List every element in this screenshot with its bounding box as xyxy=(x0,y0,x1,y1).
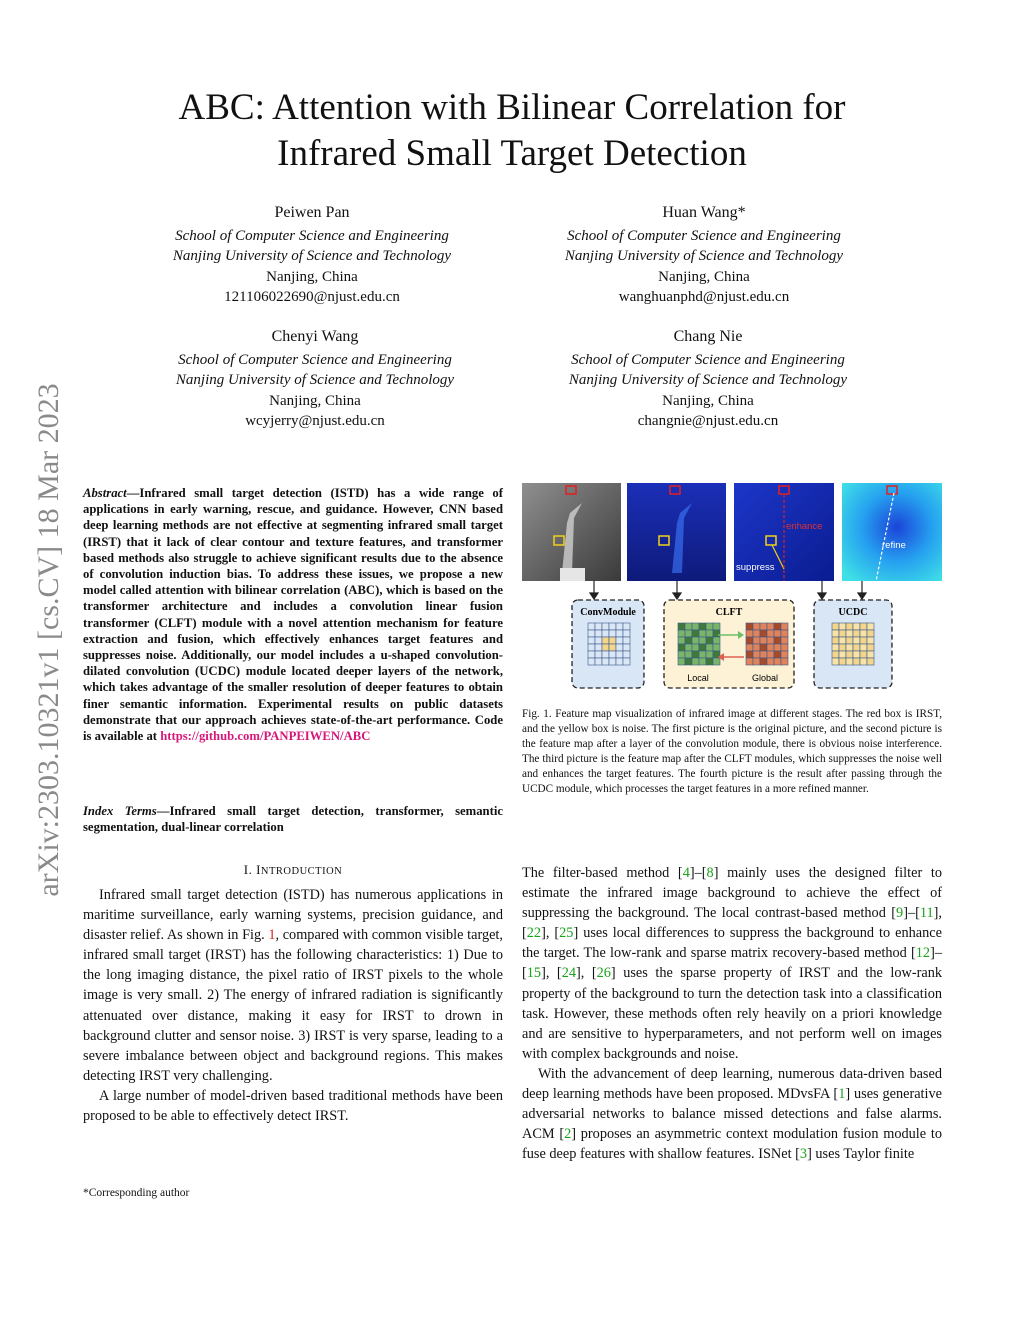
text-run: ], [ xyxy=(541,925,560,942)
grid-cell xyxy=(774,637,781,644)
grid-cell xyxy=(746,658,753,665)
grid-cell xyxy=(616,658,623,665)
grid-cell xyxy=(746,630,753,637)
grid-cell xyxy=(623,630,630,637)
grid-cell xyxy=(839,630,846,637)
grid-cell xyxy=(760,658,767,665)
grid-cell xyxy=(685,644,692,651)
text-run: ], [ xyxy=(541,965,562,982)
grid-cell xyxy=(753,630,760,637)
grid-cell xyxy=(588,623,595,630)
intro-paragraph-1 xyxy=(83,885,503,1086)
grid-cell xyxy=(609,658,616,665)
convmodule-label: ConvModule xyxy=(580,607,636,618)
index-terms-lead: Index Terms xyxy=(83,804,157,818)
grid-cell xyxy=(767,637,774,644)
grid-cell xyxy=(595,658,602,665)
figure-1 xyxy=(522,483,942,693)
grid-cell xyxy=(588,651,595,658)
grid-cell xyxy=(860,623,867,630)
arxiv-side-stamp xyxy=(20,340,70,940)
grid-cell xyxy=(602,637,609,644)
text-run: ]–[ xyxy=(903,905,920,922)
citation-link[interactable]: 4 xyxy=(682,865,690,881)
grid-cell xyxy=(860,651,867,658)
author-block-3 xyxy=(145,327,485,432)
grid-cell xyxy=(616,623,623,630)
author-university: Nanjing University of Science and Technology xyxy=(172,248,452,264)
global-label: Global xyxy=(751,673,779,683)
grid-cell xyxy=(595,637,602,644)
author-name: Chang Nie xyxy=(673,328,743,345)
text-run: Infrared small target detection (ISTD) has numerous applications in maritime surveillance, early warning systems, precision guidance, and disaster relief. As shown in Fig. xyxy=(83,887,503,944)
abstract xyxy=(83,485,503,744)
grid-cell xyxy=(846,644,853,651)
right-paragraph-2 xyxy=(522,1064,942,1164)
author-university: Nanjing University of Science and Technology xyxy=(568,372,848,388)
grid-cell xyxy=(678,637,685,644)
grid-cell xyxy=(846,651,853,658)
figure-ref-link[interactable]: 1 xyxy=(268,927,276,944)
grid-cell xyxy=(846,637,853,644)
citation-link[interactable]: 26 xyxy=(596,965,611,982)
ucdc-feature-map xyxy=(842,483,942,581)
title-line-1: ABC: Attention with Bilinear Correlation for xyxy=(178,87,846,128)
grid-cell xyxy=(846,623,853,630)
grid-cell xyxy=(839,651,846,658)
grid-cell xyxy=(595,644,602,651)
grid-cell xyxy=(706,644,713,651)
grid-cell xyxy=(839,658,846,665)
grid-cell xyxy=(595,651,602,658)
clft-block xyxy=(664,600,794,688)
grid-cell xyxy=(846,658,853,665)
author-department: School of Computer Science and Engineering xyxy=(567,227,841,244)
author-email[interactable]: 121106022690@njust.edu.cn xyxy=(224,289,400,305)
text-run: ]–[ xyxy=(522,945,942,982)
grid-cell xyxy=(602,651,609,658)
grid-cell xyxy=(588,644,595,651)
enhance-label: enhance xyxy=(786,521,823,532)
grid-cell xyxy=(767,644,774,651)
grid-cell xyxy=(692,644,699,651)
right-paragraph-1 xyxy=(522,863,942,1064)
convmodule-block xyxy=(572,600,644,688)
grid-cell xyxy=(781,658,788,665)
grid-cell xyxy=(753,637,760,644)
grid-cell xyxy=(774,644,781,651)
author-city: Nanjing, China xyxy=(269,392,361,409)
citation-link[interactable]: 12 xyxy=(915,945,931,962)
grid-cell xyxy=(774,623,781,630)
author-name: Peiwen Pan xyxy=(274,204,350,221)
figure-1-diagram xyxy=(522,483,942,693)
grid-cell xyxy=(853,630,860,637)
grid-cell xyxy=(839,637,846,644)
suppress-label: suppress xyxy=(736,562,775,573)
grid-cell xyxy=(685,623,692,630)
ucdc-block xyxy=(814,600,892,688)
text-run: , compared with common visible target, infrared small target (IRST) has the following characteristics: 1) Due to the long imaging distance, the pixel ratio of IRST pixels to the whole image is very small. 2) The energy of infrared radiation is significantly attenuated over distance, making it easy for IRST to drown in background clutter and sensor noise. 3) IRST is very sparse, leading to a severe imbalance between object and background regions. This makes detecting IRST very challenging. xyxy=(83,927,503,1084)
grid-cell xyxy=(713,644,720,651)
grid-cell xyxy=(706,637,713,644)
grid-cell xyxy=(609,630,616,637)
grid-cell xyxy=(699,651,706,658)
text-run: ], [ xyxy=(575,965,597,982)
section-title-initial: I xyxy=(256,862,261,877)
grid-cell xyxy=(753,658,760,665)
grid-cell xyxy=(774,658,781,665)
grid-cell xyxy=(616,637,623,644)
flow-arrows xyxy=(590,581,866,599)
section-heading-introduction xyxy=(83,862,503,878)
author-university: Nanjing University of Science and Technology xyxy=(564,248,844,264)
grid-cell xyxy=(781,637,788,644)
grid-cell xyxy=(623,644,630,651)
text-run: ] mainly uses the designed filter to estimate the infrared image background to achieve the effect of suppressing the background. The local contrast-based method [ xyxy=(522,865,942,922)
grid-cell xyxy=(767,658,774,665)
grid-cell xyxy=(853,644,860,651)
title-line-2: Infrared Small Target Detection xyxy=(277,133,747,174)
citation-link[interactable]: 8 xyxy=(706,865,714,881)
grid-cell xyxy=(595,630,602,637)
code-link[interactable]: https://github.com/PANPEIWEN/ABC xyxy=(160,729,371,744)
grid-cell xyxy=(616,651,623,658)
author-university: Nanjing University of Science and Technology xyxy=(175,372,455,388)
grid-cell xyxy=(678,658,685,665)
grid-cell xyxy=(623,658,630,665)
author-name: Huan Wang* xyxy=(662,204,746,221)
section-number: I. xyxy=(243,862,257,877)
grid-cell xyxy=(846,630,853,637)
grid-cell xyxy=(746,623,753,630)
grid-cell xyxy=(699,658,706,665)
grid-cell xyxy=(760,623,767,630)
text-run: ]–[ xyxy=(689,865,707,881)
grid-cell xyxy=(623,637,630,644)
grid-cell xyxy=(713,658,720,665)
grid-cell xyxy=(760,637,767,644)
grid-cell xyxy=(692,637,699,644)
footnote: *Corresponding author xyxy=(83,1187,190,1199)
author-city: Nanjing, China xyxy=(662,392,754,409)
grid-cell xyxy=(706,651,713,658)
citation-link[interactable]: 9 xyxy=(896,905,904,922)
grid-cell xyxy=(588,637,595,644)
grid-cell xyxy=(706,623,713,630)
grid-cell xyxy=(832,630,839,637)
grid-cell xyxy=(832,651,839,658)
grid-cell xyxy=(699,637,706,644)
refine-label: refine xyxy=(882,540,906,551)
text-run: The filter-based method [ xyxy=(522,865,683,881)
text-run: With the advancement of deep learning, numerous data-driven based deep learning methods have been proposed. MDvsFA [ xyxy=(522,1065,942,1103)
grid-cell xyxy=(867,623,874,630)
ucdc-label: UCDC xyxy=(838,607,868,618)
grid-cell xyxy=(853,658,860,665)
grid-cell xyxy=(588,658,595,665)
grid-cell xyxy=(685,630,692,637)
grid-cell xyxy=(746,651,753,658)
grid-cell xyxy=(860,637,867,644)
citation-link[interactable]: 11 xyxy=(919,905,934,922)
text-run: ] uses Taylor finite xyxy=(807,1146,915,1163)
local-label: Local xyxy=(687,673,709,683)
grid-cell xyxy=(760,651,767,658)
author-block-4 xyxy=(538,327,878,432)
right-column-text xyxy=(522,863,942,1164)
grid-cell xyxy=(678,644,685,651)
grid-cell xyxy=(713,630,720,637)
author-department: School of Computer Science and Engineering xyxy=(175,227,449,244)
grid-cell xyxy=(609,644,616,651)
grid-cell xyxy=(609,651,616,658)
grid-cell xyxy=(623,623,630,630)
grid-cell xyxy=(706,658,713,665)
author-block-1 xyxy=(142,203,482,308)
text-run: ] proposes an asymmetric context modulation fusion module to fuse deep features with shallow features. ISNet [ xyxy=(522,1126,942,1163)
grid-cell xyxy=(753,651,760,658)
text-run: ] uses the sparse property of IRST and the low-rank property of the background to turn the detection task into a classification task. However, these methods often rely heavily on a priori knowledge and are sensitive to hyperparameters, and not perform well on images with complex backgrounds and noise. xyxy=(522,965,943,1062)
grid-cell xyxy=(602,630,609,637)
citation-link[interactable]: 1 xyxy=(838,1086,846,1103)
author-city: Nanjing, China xyxy=(266,268,358,285)
text-run: ] uses local differences to suppress the background to enhance the target. The low-rank and sparse matrix recovery-based method [ xyxy=(522,925,942,962)
author-department: School of Computer Science and Engineering xyxy=(178,351,452,368)
grid-cell xyxy=(699,623,706,630)
citation-link[interactable]: 3 xyxy=(799,1146,808,1163)
grid-cell xyxy=(602,644,609,651)
grid-cell xyxy=(685,658,692,665)
grid-cell xyxy=(767,630,774,637)
citation-link[interactable]: 2 xyxy=(564,1126,572,1143)
grid-cell xyxy=(860,644,867,651)
grid-cell xyxy=(699,630,706,637)
grid-cell xyxy=(595,623,602,630)
grid-cell xyxy=(713,623,720,630)
citation-link[interactable]: 25 xyxy=(559,925,574,942)
clft-label: CLFT xyxy=(715,607,743,618)
grid-cell xyxy=(853,623,860,630)
intro-paragraph-2: A large number of model-driven based traditional methods have been proposed to be able to effectively detect IRST. xyxy=(83,1087,503,1125)
grid-cell xyxy=(767,623,774,630)
arxiv-id-text: arXiv:2303.10321v1 [cs.CV] 18 Mar 2023 xyxy=(32,383,65,897)
section-title-rest: NTRODUCTION xyxy=(260,866,343,877)
author-block-2 xyxy=(534,203,874,308)
grid-cell xyxy=(867,651,874,658)
grid-cell xyxy=(753,623,760,630)
grid-cell xyxy=(832,644,839,651)
grid-cell xyxy=(692,651,699,658)
grid-cell xyxy=(616,644,623,651)
grid-cell xyxy=(609,623,616,630)
grid-cell xyxy=(602,623,609,630)
grid-cell xyxy=(853,651,860,658)
conv-feature-map xyxy=(627,483,726,581)
author-name: Chenyi Wang xyxy=(271,328,359,345)
grid-cell xyxy=(860,630,867,637)
grid-cell xyxy=(839,623,846,630)
abstract-text: —Infrared small target detection (ISTD) has a wide range of applications in early warning, rescue, and guidance. However, CNN based deep learning methods are not effective at segmenting infrared small target (IRST) that it lack of clear contour and texture features, and transformer based methods also struggle to achieve significant results due to the absence of convolution induction bias. To address these issues, we propose a new model called attention with bilinear correlation (ABC), which is based on the transformer architecture and includes a convolution linear fusion transformer (CLFT) module with a novel attention mechanism for feature extraction and fusion, which effectively enhances target features and suppresses noise. Additionally, our model includes a u-shaped convolution-dilated convolution (UCDC) module located deeper layers of the network, which takes advantage of the smaller resolution of deeper features to obtain finer semantic information. Experimental results on public datasets demonstrate that our approach achieves state-of-the-art performance. Code is available at xyxy=(83,486,503,744)
author-email[interactable]: changnie@njust.edu.cn xyxy=(637,413,779,429)
text-run: ], [ xyxy=(522,905,942,942)
citation-link[interactable]: 24 xyxy=(561,965,576,982)
grid-cell xyxy=(746,637,753,644)
author-email[interactable]: wanghuanphd@njust.edu.cn xyxy=(618,289,790,305)
grid-cell xyxy=(746,644,753,651)
grid-cell xyxy=(760,630,767,637)
original-image xyxy=(522,483,621,581)
grid-cell xyxy=(692,658,699,665)
grid-cell xyxy=(678,623,685,630)
grid-cell xyxy=(781,630,788,637)
citation-link[interactable]: 22 xyxy=(526,925,542,942)
author-email[interactable]: wcyjerry@njust.edu.cn xyxy=(245,413,385,429)
grid-cell xyxy=(699,644,706,651)
citation-link[interactable]: 15 xyxy=(526,965,542,982)
grid-cell xyxy=(867,658,874,665)
grid-cell xyxy=(692,623,699,630)
figure-1-caption: Fig. 1. Feature map visualization of infrared image at different stages. The red box is IRST, and the yellow box is noise. The first picture is the original picture, and the second picture is the feature map after a layer of the convolution module, there is obvious noise interference. The third picture is the feature map after the CLFT modules, which suppresses the noise well and enhances the target features. The fourth picture is the result after passing through the UCDC module, which processes the target features in a more refined manner. xyxy=(522,708,942,795)
abstract-lead: Abstract xyxy=(83,486,127,500)
paper-title xyxy=(120,85,904,177)
grid-cell xyxy=(602,658,609,665)
grid-cell xyxy=(867,630,874,637)
grid-cell xyxy=(860,658,867,665)
grid-cell xyxy=(609,637,616,644)
grid-cell xyxy=(685,651,692,658)
grid-cell xyxy=(774,630,781,637)
grid-cell xyxy=(692,630,699,637)
grid-cell xyxy=(832,623,839,630)
grid-cell xyxy=(706,630,713,637)
grid-cell xyxy=(781,651,788,658)
grid-cell xyxy=(867,637,874,644)
grid-cell xyxy=(867,644,874,651)
grid-cell xyxy=(853,637,860,644)
intro-left-column xyxy=(83,885,503,1126)
grid-cell xyxy=(588,630,595,637)
grid-cell xyxy=(774,651,781,658)
grid-cell xyxy=(781,623,788,630)
clft-feature-map xyxy=(734,483,834,581)
grid-cell xyxy=(832,658,839,665)
grid-cell xyxy=(616,630,623,637)
grid-cell xyxy=(832,637,839,644)
grid-cell xyxy=(678,651,685,658)
author-city: Nanjing, China xyxy=(658,268,750,285)
grid-cell xyxy=(753,644,760,651)
index-terms-text: —Infrared small target detection, transformer, semantic segmentation, dual-linear correlation xyxy=(83,804,503,835)
grid-cell xyxy=(713,637,720,644)
text-run: ] uses generative adversarial networks to balance missed detections and false alarms. ACM [ xyxy=(522,1086,942,1143)
grid-cell xyxy=(781,644,788,651)
author-department: School of Computer Science and Engineering xyxy=(571,351,845,368)
grid-cell xyxy=(678,630,685,637)
grid-cell xyxy=(760,644,767,651)
grid-cell xyxy=(685,637,692,644)
grid-cell xyxy=(767,651,774,658)
grid-cell xyxy=(623,651,630,658)
grid-cell xyxy=(839,644,846,651)
index-terms xyxy=(83,803,503,835)
